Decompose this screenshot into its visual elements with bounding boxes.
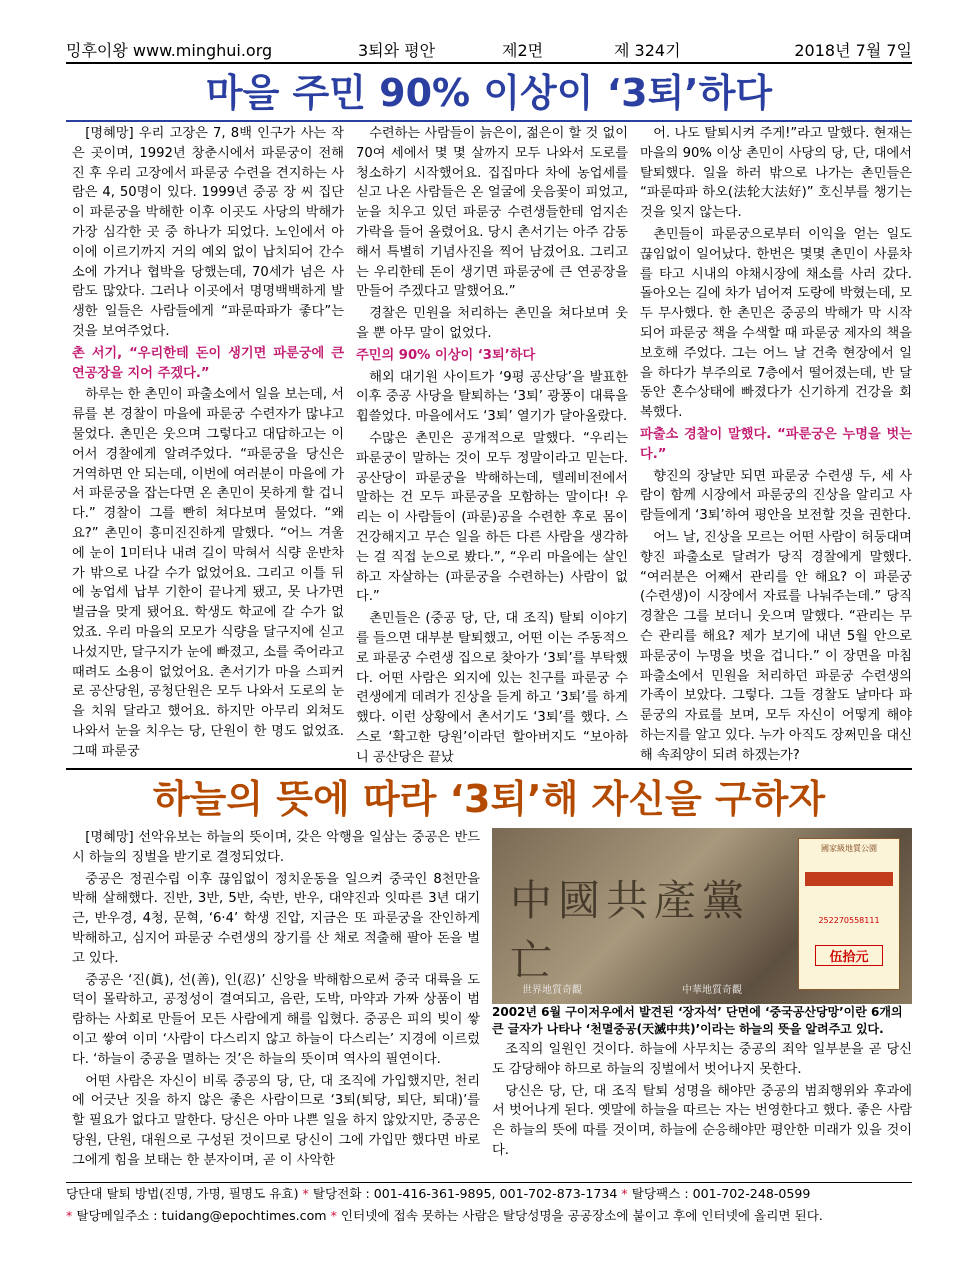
page-number: 제2면: [502, 41, 544, 60]
paragraph: 어. 나도 탈퇴시켜 주게!”라고 말했다. 현재는 마을의 90% 이상 촌민이 사당의 당, 단, 대에서 탈퇴했다. 일을 하러 밖으로 나가는 촌민들은 “파룬따파 하오(法轮大法好)” 호신부를 챙기는 것을 잊지 않는다.: [640, 126, 912, 221]
withdrawal-method-label: 당단대 탈퇴 방법(진명, 가명, 필명도 유효): [66, 1186, 299, 1201]
article1-column-2: [356, 124, 628, 766]
paragraph: 중공은 정권수립 이후 끊임없이 정치운동을 일으켜 중국인 8천만을 박해 살해했다. 진반, 3반, 5반, 숙반, 반우, 대약진과 잇따른 3년 대기근, 반우경, 4청, 문혁, ‘6·4’ 학생 진압, 지금은 또 파룬궁을 잔인하게 박해하고, 심지어 파룬궁 수련생의 장기를 산 채로 적출해 팔아 돈을 벌고 있다.: [72, 871, 480, 966]
paragraph: 촌민들은 (중공 당, 단, 대 조직) 탈퇴 이야기를 들으면 대부분 탈퇴했고, 어떤 이는 주동적으로 파룬궁 수련생 집으로 찾아가 ‘3퇴’를 부탁했다. 어떤 사람은 외지에 있는 친구를 파룬궁 수련생에게 데려가 진상을 듣게 하고 ‘3퇴’를 하게 했다. 이런 상황에서 촌서기도 ‘3퇴’를 했다. 스스로 ‘확고한 당원’이라던 할아버지도 “보아하니 공산당은 끝났: [356, 611, 628, 765]
fax-label: 탈당팩스 :: [631, 1186, 689, 1201]
email-label: 탈당메일주소 :: [76, 1208, 158, 1223]
footer-line-2: [66, 1205, 912, 1227]
paragraph: [명혜망] 선악유보는 하늘의 뜻이며, 갖은 악행을 일삼는 중공은 반드시 하늘의 징벌을 받기로 결정되었다.: [72, 830, 480, 865]
admission-ticket: [798, 838, 900, 990]
site-name: 밍후이왕 www.minghui.org: [66, 41, 273, 60]
paragraph: 어느 날, 진상을 모르는 어떤 사람이 허둥대며 향진 파출소로 달려가 당직 경찰에게 말했다. “여러분은 어째서 관리를 안 해요? 이 파룬궁(수련생)이 시장에서 자료를 나눠주는데.” 당직 경찰은 그를 보더니 웃으며 말했다. “관리는 무슨 관리를 해요? 제가 보기에 내년 5월 안으로 파룬궁이 누명을 벗을 겁니다.” 이 장면을 마침 파출소에서 민원을 처리하던 파룬궁 수련생의 가족이 보았다. 그렇다. 그들 경찰도 날마다 파룬궁의 자료를 보며, 모두 자신이 어떻게 해야 하는지를 알고 있다. 누가 아직도 장쩌민을 대신해 속죄양이 되려 하겠는가?: [640, 529, 912, 763]
footer-line-1: [66, 1183, 912, 1205]
subheading: 주민의 90% 이상이 ‘3퇴’하다: [356, 347, 536, 363]
stone-photo: [492, 828, 912, 1004]
paragraph: 수많은 촌민은 공개적으로 말했다. “우리는 파룬궁이 말하는 것이 모두 정말이라고 믿는다. 공산당이 파룬궁을 박해하는데, 텔레비전에서 말하는 건 모두 파룬궁을 모함하는 말이다! 우리는 이 사람들이 (파룬)공을 수련한 후로 몸이 건강해지고 무슨 일을 하든 다른 사람을 생각하는 걸 직접 눈으로 봤다.”, “우리 마을에는 살인하고 자살하는 (파룬궁을 수련하는) 사람이 없다.”: [356, 430, 628, 605]
bullet-icon: *: [621, 1186, 628, 1201]
paragraph: [명혜망] 우리 고장은 7, 8백 인구가 사는 작은 곳이며, 1992년 창춘시에서 파룬궁이 전해진 후 우리 고장에서 파룬궁 수련을 견지하는 사람은 4, 50명이 있다. 1999년 중공 장 씨 집단이 파룬궁을 박해한 이후 이곳도 사당의 박해가 가장 심각한 곳 중 하나가 되었다. 노인에서 아이에 이르기까지 거의 예외 없이 납치되어 간수소에 가거나 협박을 당했는데, 70세가 넘은 사람도 많았다. 그러나 이곳에서 명명백백하게 발생한 일들은 사람들에게 “파룬따파가 좋다”는 것을 보여주었다.: [72, 126, 344, 339]
email-address[interactable]: tuidang@epochtimes.com: [161, 1208, 327, 1223]
offline-note: 인터넷에 접속 못하는 사람은 탈당성명을 공공장소에 붙이고 후에 인터넷에 올리면 된다.: [340, 1208, 823, 1223]
page-footer: [66, 1182, 912, 1229]
article2-title: 하늘의 뜻에 따라 ‘3퇴’해 자신을 구하자: [152, 777, 826, 821]
page-header: [66, 36, 912, 64]
ticket-number: 252270558111: [818, 916, 880, 925]
phone-numbers: 001-416-361-9895, 001-702-873-1734: [373, 1186, 618, 1201]
fax-number: 001-702-248-0599: [692, 1186, 811, 1201]
paragraph: 당신은 당, 단, 대 조직 탈퇴 성명을 해야만 중공의 범죄행위와 후과에서 벗어나게 된다. 옛말에 하늘을 따르는 자는 번영한다고 했다. 좋은 사람은 하늘의 뜻에 따를 것이며, 하늘에 순응해야만 평안한 미래가 있을 것이다.: [492, 1083, 912, 1158]
ticket-title: 國家級地質公園: [821, 844, 877, 853]
bullet-icon: *: [302, 1186, 309, 1201]
subheading: 파출소 경찰이 말했다. “파룬궁은 누명을 벗는다.”: [640, 426, 912, 462]
article1-title: 마을 주민 90% 이상이 ‘3퇴’하다: [66, 66, 912, 122]
paragraph: 촌민들이 파룬궁으로부터 이익을 얻는 일도 끊임없이 일어났다. 한번은 몇몇 촌민이 사륜차를 타고 시내의 야채시장에 채소를 사러 갔다. 돌아오는 길에 차가 넘어져 도랑에 박혔는데, 모두 무사했다. 한 촌민은 중공의 박해가 막 시작되어 파룬궁 책을 수색할 때 파룬궁 제자의 책을 보호해 주었다. 그는 어느 날 건축 현장에서 일을 하다가 부주의로 7층에서 떨어졌는데, 반 달 동안 혼수상태에 빠졌다가 신기하게 건강을 회복했다.: [640, 226, 912, 421]
paragraph: 중공은 ‘진(眞), 선(善), 인(忍)’ 신앙을 박해함으로써 중국 대륙을 도덕이 몰락하고, 공정성이 결여되고, 음란, 도박, 마약과 가짜 상품이 범람하는 사회로 만들어 모든 사람에게 해를 입혔다. 중공은 피의 빚이 쌓이고 쌓여 이미 ‘사람이 다스리지 않고 하늘이 다스리는’ 지경에 이르렀다. ‘하늘이 중공을 멸하는 것’은 하늘의 뜻이며 역사의 필연이다.: [72, 972, 480, 1067]
photo-caption: 2002년 6월 구이저우에서 발견된 ‘장자석’ 단면에 ‘중국공산당망’이란 6개의 큰 글자가 나타나 ‘천멸중공(天滅中共)’이라는 하늘의 뜻을 알려주고 있다.: [492, 1005, 903, 1036]
article1-column-1: [72, 124, 344, 766]
paragraph: 조직의 일원인 것이다. 하늘에 사무치는 중공의 죄악 일부분을 곧 당신도 감당해야 하므로 하늘의 징벌에서 벗어나지 못한다.: [492, 1042, 912, 1077]
paragraph: 어떤 사람은 자신이 비록 중공의 당, 단, 대 조직에 가입했지만, 천리에 어긋난 짓을 하지 않은 좋은 사람이므로 ‘3퇴(퇴당, 퇴단, 퇴대)’를 할 필요가 없다고 말한다. 당신은 아마 나쁜 일을 하지 않았지만, 중공은 당원, 단원, 대원으로 구성된 것이므로 당신이 그에 가입만 했다면 바로 그에게 힘을 보태는 한 분자이며, 곧 이 사악한: [72, 1073, 480, 1168]
stone-inscription: 中國共產黨亡: [510, 876, 751, 985]
issue-number: 제 324기: [614, 41, 681, 60]
article1-column-3: [640, 124, 912, 766]
section-divider: [66, 768, 912, 770]
bullet-icon: *: [66, 1208, 73, 1223]
article2-column-1: [72, 828, 480, 1176]
paragraph: 향진의 장날만 되면 파룬궁 수련생 두, 세 사람이 함께 시장에서 파룬궁의 진상을 알리고 사람들에게 ‘3퇴’하여 평안을 보전할 것을 권한다.: [640, 468, 912, 524]
section-name: 3퇴와 평안: [358, 41, 436, 60]
ticket-band: [805, 872, 893, 886]
issue-date: 2018년 7월 7일: [794, 41, 912, 60]
bullet-icon: *: [330, 1208, 337, 1223]
paragraph: 경찰은 민원을 처리하는 촌민을 쳐다보며 웃을 뿐 아무 말이 없었다.: [356, 306, 628, 341]
article2-column-2: [492, 1040, 912, 1176]
paragraph: 하루는 한 촌민이 파출소에서 일을 보는데, 서류를 본 경찰이 마을에 파룬궁 수련자가 많냐고 물었다. 촌민은 웃으며 그렇다고 대답하고는 이어서 경찰에게 알려주었다. “파룬궁을 당신은 거역하면 안 되는데, 이번에 여러분이 마을에 가서 파룬궁을 잡는다면 온 촌민이 못하게 할 겁니다.” 경찰이 그를 빤히 쳐다보며 물었다. “왜요?” 촌민이 흥미진진하게 말했다. “어느 겨울에 눈이 1미터나 내려 길이 막혀서 식량 운반차가 밖으로 나갈 수가 없었어요. 그리고 이틀 뒤에 농업세 납부 기한이 끝나게 됐고, 못 나가면 벌금을 맞게 됐어요. 학생도 학교에 갈 수가 없었죠. 우리 마을의 모모가 식량을 달구지에 싣고 나섰지만, 달구지가 눈에 빠졌고, 소를 죽어라고 때려도 소용이 없었어요. 촌서기가 마을 스피커로 공산당원, 공청단원은 모두 나와서 도로의 눈을 치워 달라고 했어요. 하지만 아무리 외쳐도 나와서 눈을 치우는 당, 단원이 한 명도 없었죠. 그때 파룬궁: [72, 387, 344, 759]
photo-label-right: 中華地質奇觀: [682, 985, 742, 996]
paragraph: 해외 대기원 사이트가 ‘9평 공산당’을 발표한 이후 중공 사당을 탈퇴하는 ‘3퇴’ 광풍이 대륙을 휩쓸었다. 마을에서도 ‘3퇴’ 열기가 달아올랐다.: [356, 369, 628, 425]
paragraph: 수련하는 사람들이 늙은이, 젊은이 할 것 없이 70여 세에서 몇 몇 살까지 모두 나와서 도로를 청소하기 시작했어요. 집집마다 차에 농업세를 싣고 나온 사람들은 온 얼굴에 웃음꽃이 피었고, 눈을 치우고 있던 파룬궁 수련생들한테 엄지손가락을 들어 올렸어요. 당시 촌서기는 아주 감동해서 특별히 기념사진을 찍어 남겼어요. 그리고는 우리한테 돈이 생기면 파룬궁에 큰 연공장을 만들어 주겠다고 말했어요.”: [356, 126, 628, 300]
subheading: 촌 서기, “우리한테 돈이 생기면 파룬궁에 큰 연공장을 지어 주겠다.”: [72, 345, 344, 381]
photo-label-left: 世界地質奇觀: [522, 985, 582, 996]
ticket-price: 伍拾元: [815, 945, 883, 966]
phone-label: 탈당전화 :: [312, 1186, 370, 1201]
